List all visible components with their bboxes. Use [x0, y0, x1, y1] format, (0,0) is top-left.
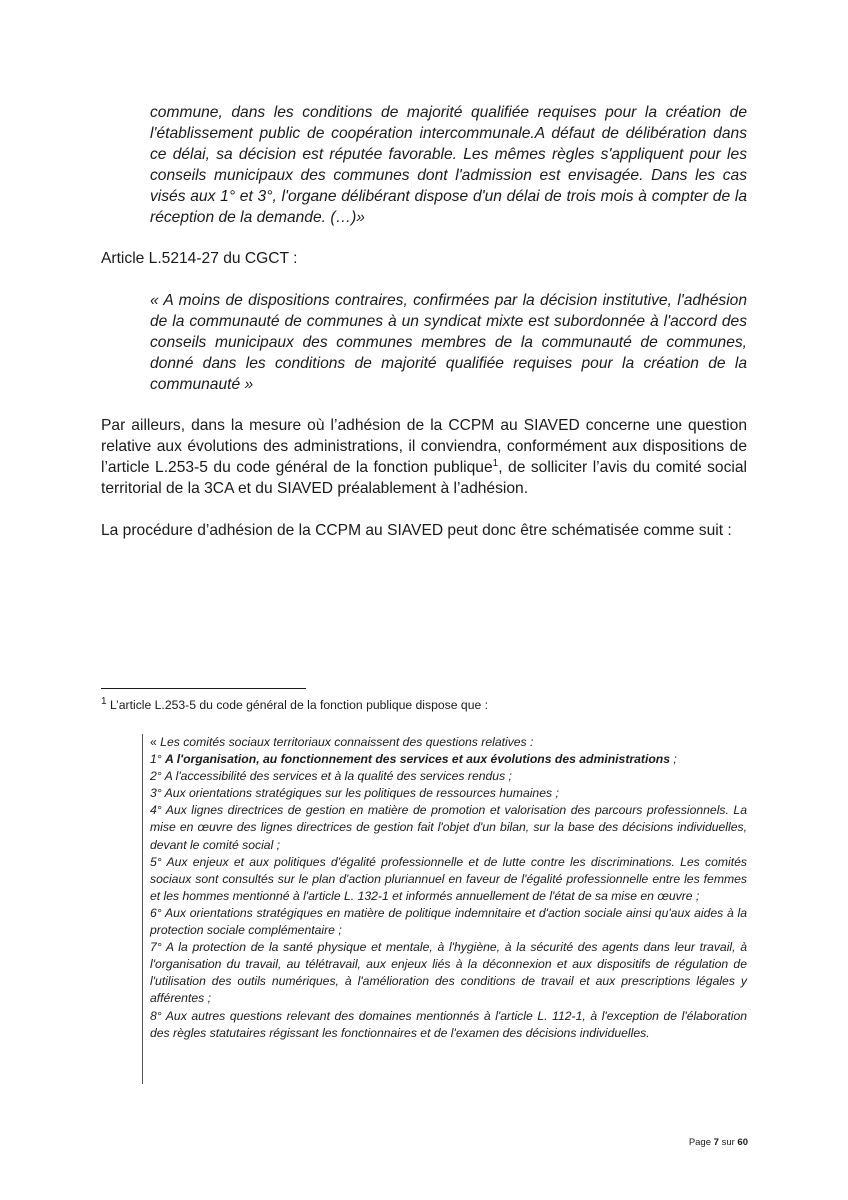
article-reference: Article L.5214-27 du CGCT : — [101, 250, 298, 267]
footnote-item-4: 4° Aux lignes directrices de gestion en matière de promotion et valorisation des parcours professionnels. La mise en œuvre des lignes directrices de gestion fait l'objet d'un bilan, sur la base des décisions individuelles, devant le comité social ; — [150, 803, 747, 852]
footnote-item-8: 8° Aux autres questions relevant des domaines mentionnés à l'article L. 112-1, à l'exception de l'élaboration des règles statutaires régissant les fonctionnaires et de l'examen des décisions individuelles. — [150, 1008, 747, 1040]
page-label: Page — [688, 1137, 714, 1148]
footnote-reference[interactable]: 1 — [492, 457, 499, 469]
footnote-quote-lead — [150, 734, 747, 751]
footnote-item-3: 3° Aux orientations stratégiques sur les politiques de ressources humaines ; — [150, 786, 559, 801]
footnote-item-1-num: 1° — [150, 752, 166, 767]
footnote-item-5: 5° Aux enjeux et aux politiques d'égalité professionnelle et de lutte contre les discriminations. Les comités sociaux sont consultés sur le plan d'action pluriannuel en faveur de l'égalité professionnelle entre les femmes et les hommes mentionné à l'article L. 132-1 et informés annuellement de l'état de sa mise en œuvre ; — [150, 854, 747, 903]
footnote-item-1 — [150, 751, 747, 768]
paragraph-text-before: Par ailleurs, dans la mesure où l’adhésion de la CCPM au SIAVED concerne une question relative aux évolutions des administrations, il conviendra, conformément aux dispositions de l’article L.253-5 du code général de la fonction publique — [101, 417, 747, 476]
paragraph-text-after: , de solliciter l’avis du comité social territorial de la 3CA et du SIAVED préalablement à l’adhésion. — [101, 459, 747, 497]
paragraph-procedure: La procédure d’adhésion de la CCPM au SIAVED peut donc être schématisée comme suit : — [101, 522, 732, 539]
page-current: 7 — [713, 1137, 719, 1148]
footnote-item-2: 2° A l'accessibilité des services et à la qualité des services rendus ; — [150, 769, 512, 784]
opening-guillemet: « — [150, 735, 161, 749]
footnote-number: 1 — [101, 695, 107, 707]
page-total: 60 — [737, 1137, 748, 1148]
footnote-separator — [101, 688, 306, 689]
quote-l5214-27: « A moins de dispositions contraires, confirmées par la décision institutive, l'adhésion de la communauté de communes à un syndicat mixte est subordonnée à l'accord des conseils municipaux des communes membres de la communauté de communes, donné dans les conditions de majorité qualifiée requises pour la création de la communauté » — [150, 292, 747, 393]
footnote-item-6: 6° Aux orientations stratégiques en matière de politique indemnitaire et d'action sociale ainsi qu'aux aides à la protection sociale complémentaire ; — [150, 905, 747, 938]
footnote-item-1-bold: A l'organisation, au fonctionnement des services et aux évolutions des administrations — [165, 752, 671, 767]
quote-cgct-continued: commune, dans les conditions de majorité qualifiée requises pour la création de l'établissement public de coopération intercommunale.A défaut de délibération dans ce délai, sa décision est réputée favorable. Les mêmes règles s'appliquent pour les conseils municipaux des communes dont l'admission est envisagée. Dans les cas visés aux 1° et 3°, l'organe délibérant dispose d'un délai de trois mois à compter de la réception de la demande. (…)» — [150, 104, 747, 226]
paragraph-par-ailleurs — [101, 415, 747, 499]
footnote-quote-lead-text: Les comités sociaux territoriaux connaissent des questions relatives : — [160, 735, 534, 749]
footnote-item-1-end: ; — [670, 752, 677, 767]
footnote-intro-text: L’article L.253-5 du code général de la fonction publique dispose que : — [106, 698, 489, 712]
page-footer — [689, 1137, 748, 1149]
footnote-quote — [142, 734, 747, 1084]
footnote-intro — [101, 697, 747, 714]
footnote-item-7: 7° A la protection de la santé physique et mentale, à l'hygiène, à la sécurité des agents dans leur travail, à l'organisation du travail, au télétravail, aux enjeux liés à la déconnexion et aux dispositifs de régulation de l'utilisation des outils numériques, à l'amélioration des conditions de travail et aux prescriptions légales y afférentes ; — [150, 940, 747, 1006]
page-of-label: sur — [718, 1137, 738, 1148]
